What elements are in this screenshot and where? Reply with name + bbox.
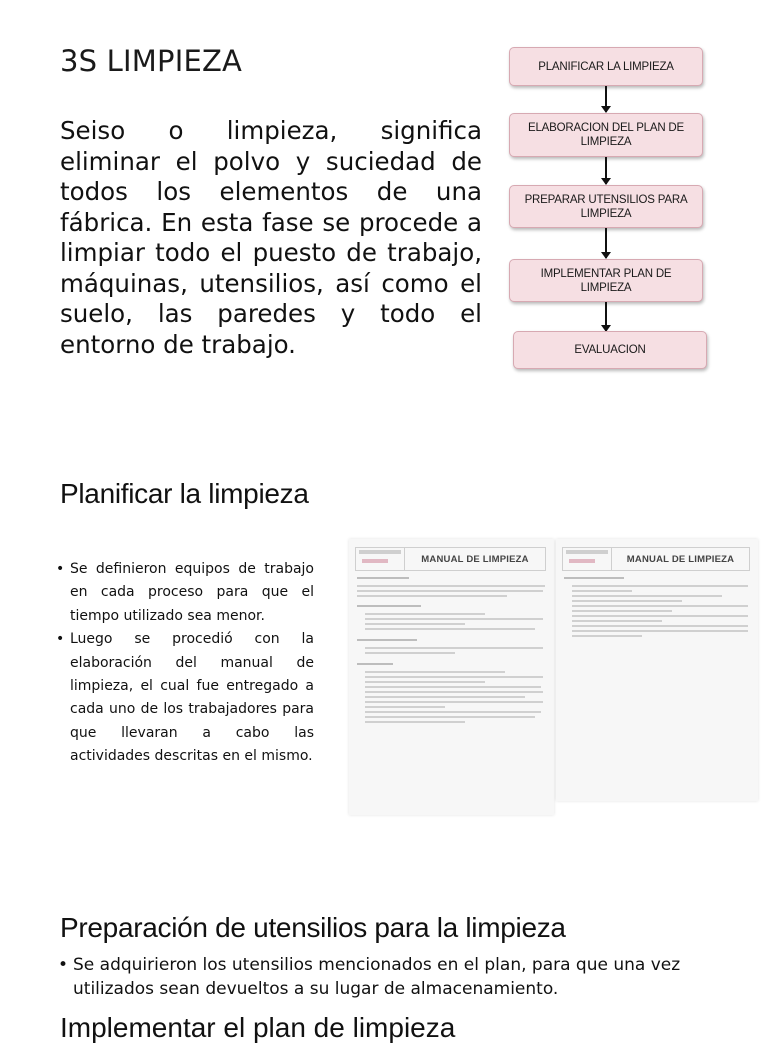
slide2-title: Planificar la limpieza xyxy=(60,478,309,509)
flowchart-step-planificar: PLANIFICAR LA LIMPIEZA xyxy=(509,47,703,86)
flowchart-arrow xyxy=(605,86,607,112)
list-item: • Se adquirieron los utensilios mencionados en el plan, para que una vez utilizados sean devueltos a su lugar de almacenamiento. xyxy=(58,954,698,1001)
manual-page-image xyxy=(556,539,758,801)
flowchart-arrow xyxy=(605,157,607,184)
slide4-title: Implementar el plan de limpieza xyxy=(60,1012,456,1043)
flowchart-arrow xyxy=(605,228,607,258)
slide3-bullet-list xyxy=(58,954,698,1001)
flowchart-step-elaboracion: ELABORACION DEL PLAN DE LIMPIEZA xyxy=(509,113,703,157)
manual-title: MANUAL DE LIMPIEZA xyxy=(421,553,529,565)
slide1-title: 3S LIMPIEZA xyxy=(60,44,243,78)
manual-logo xyxy=(356,548,405,570)
flowchart-step-evaluacion: EVALUACION xyxy=(513,331,707,369)
list-item: • Se definieron equipos de trabajo en cada proceso para que el tiempo utilizado sea menor. xyxy=(56,558,314,628)
manual-header xyxy=(562,547,750,571)
manual-title: MANUAL DE LIMPIEZA xyxy=(626,553,735,565)
manual-page-image xyxy=(349,539,554,815)
manual-header xyxy=(355,547,546,571)
flowchart-step-implementar: IMPLEMENTAR PLAN DE LIMPIEZA xyxy=(509,259,703,302)
flowchart-arrow xyxy=(605,302,607,331)
manual-logo xyxy=(563,548,612,570)
slide3-title: Preparación de utensilios para la limpieza xyxy=(60,912,566,943)
list-item: • Luego se procedió con la elaboración del manual de limpieza, el cual fue entregado a cada uno de los trabajadores para que llevaran a cabo las actividades descritas en el mismo. xyxy=(56,628,314,768)
flowchart-step-preparar: PREPARAR UTENSILIOS PARA LIMPIEZA xyxy=(509,185,703,228)
slide1-body-text: Seiso o limpieza, significa eliminar el polvo y suciedad de todos los elementos de una fábrica. En esta fase se procede a limpiar todo el puesto de trabajo, máquinas, utensilios, así como el suelo, las paredes y todo el entorno de trabajo. xyxy=(60,116,482,359)
slide2-bullet-list xyxy=(56,558,314,769)
